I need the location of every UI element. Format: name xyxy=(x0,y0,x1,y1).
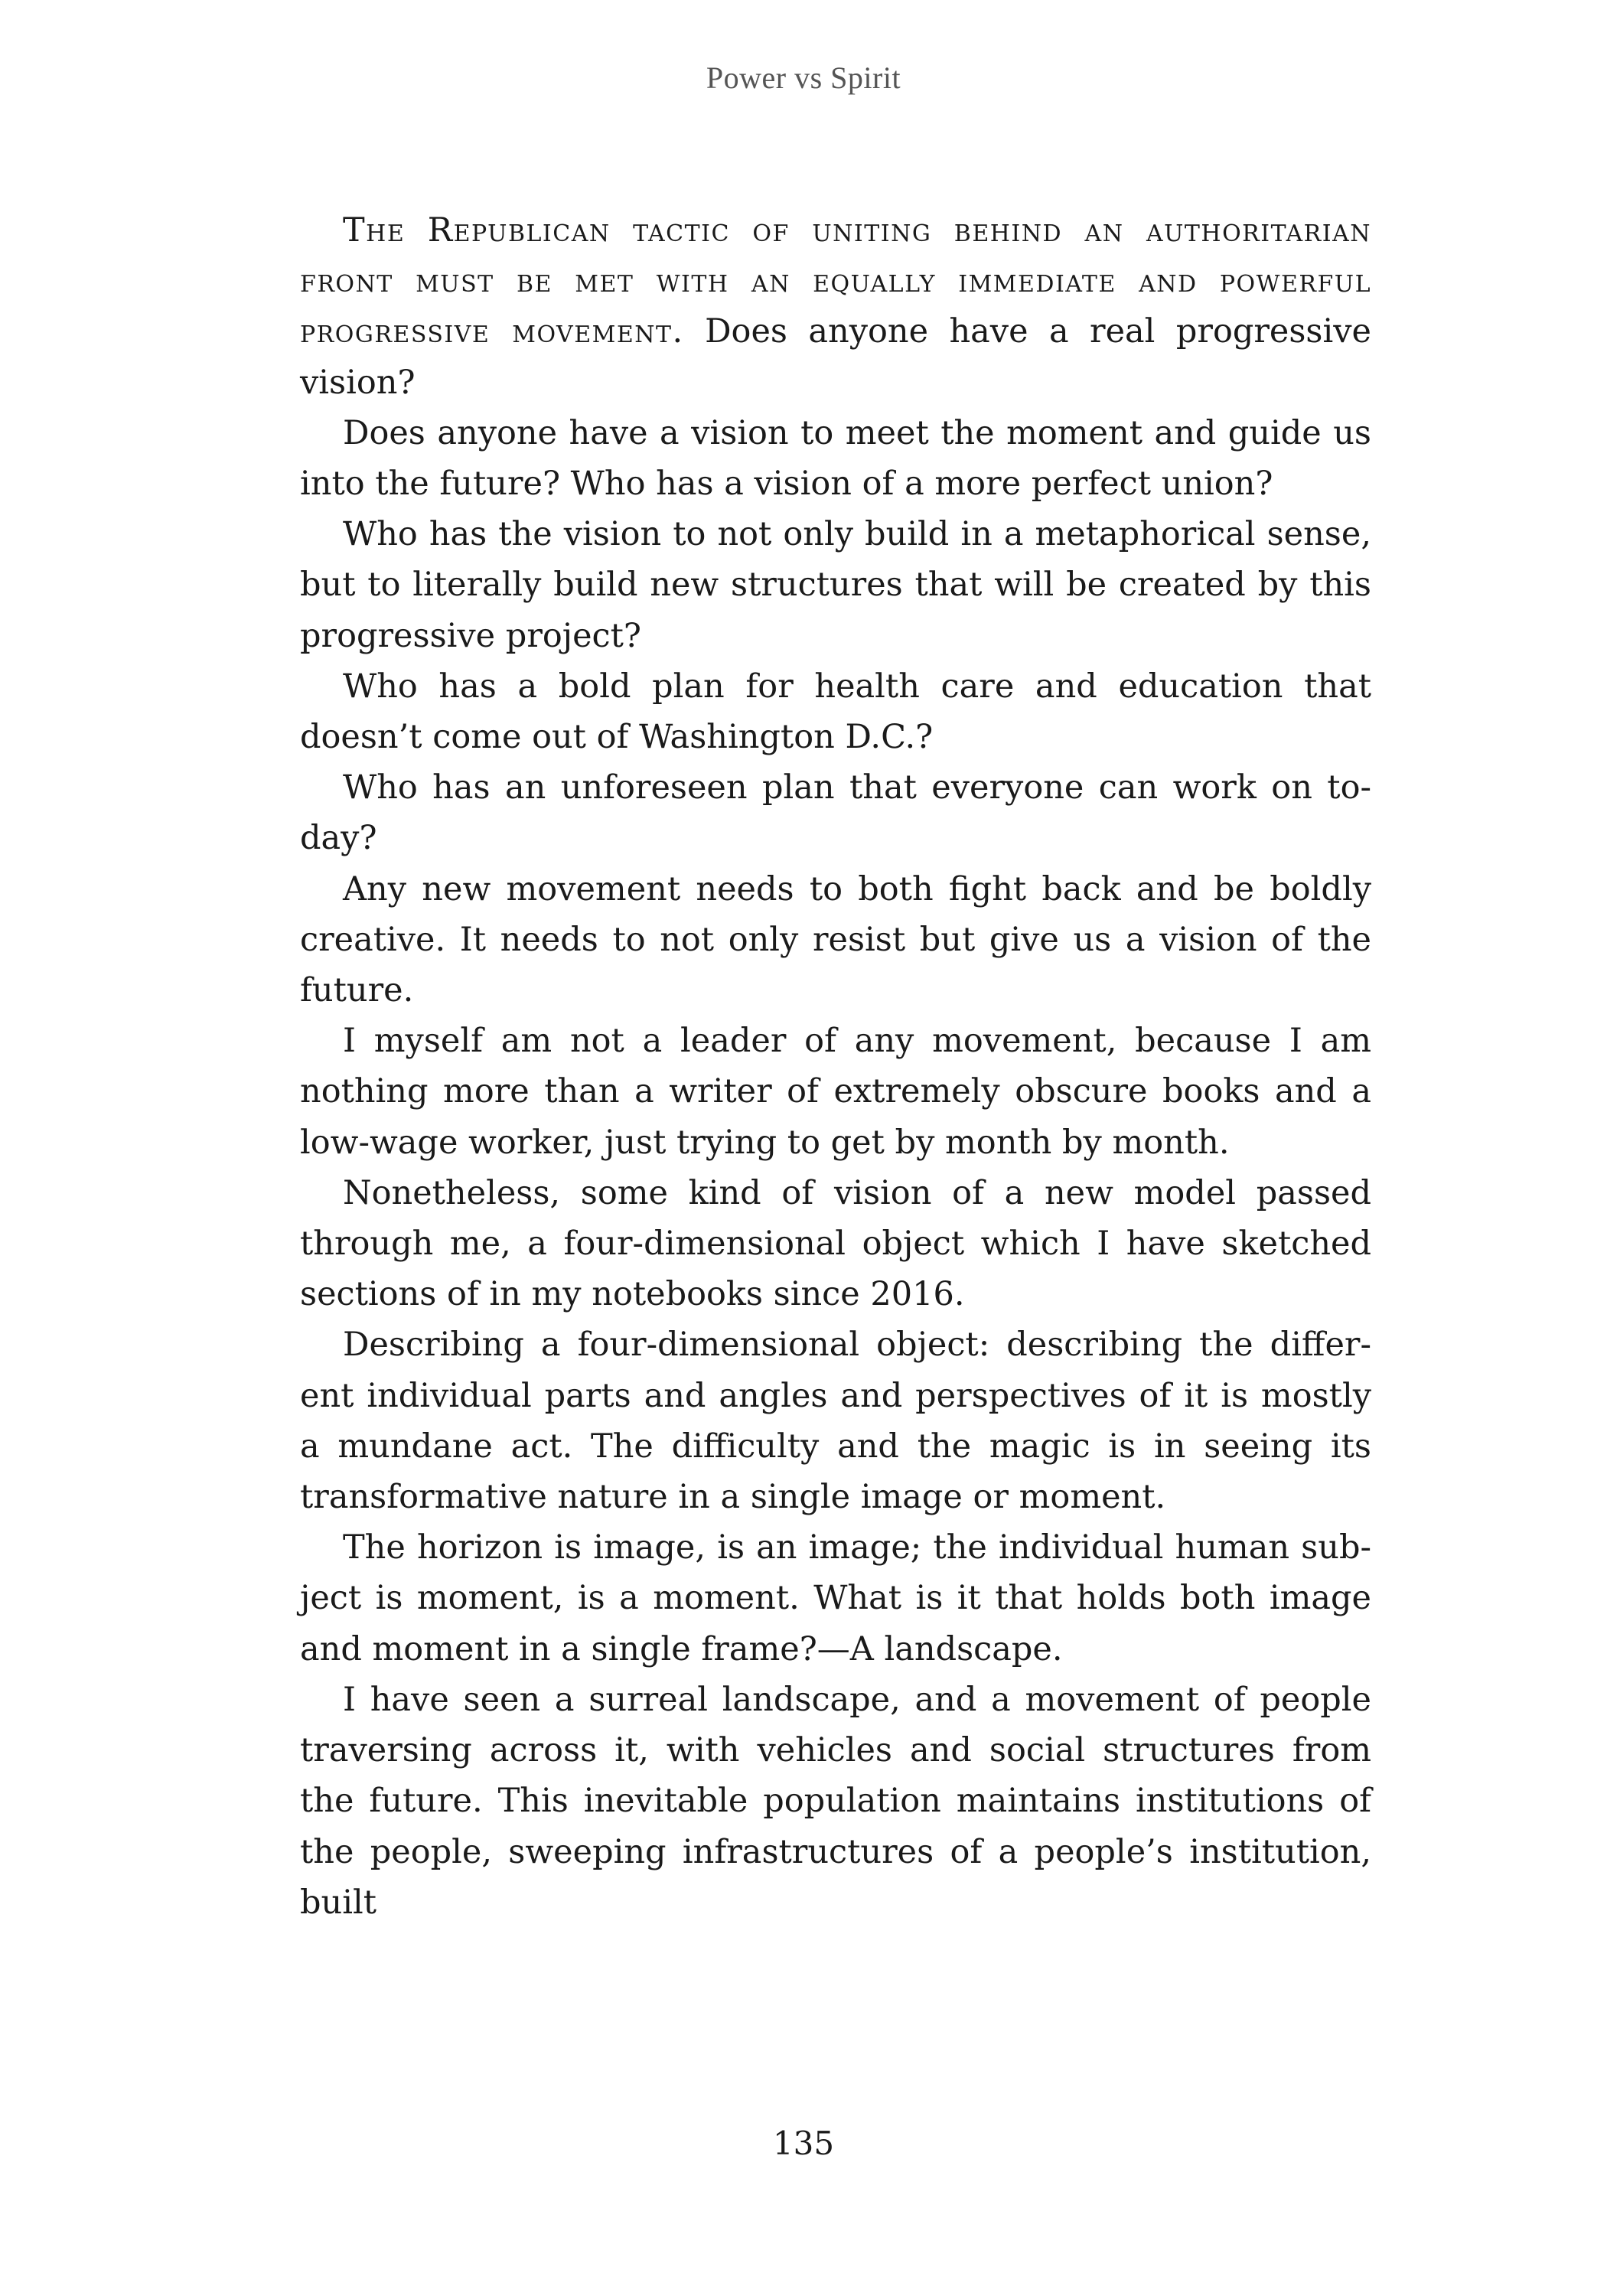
paragraph: Who has a bold plan for health care and education that doesn’t come out of Washington D.C.? xyxy=(300,667,1371,757)
page-number: 135 xyxy=(772,2125,835,2162)
paragraph: Does anyone have a vision to meet the moment and guide us into the future? Who has a vision of a more perfect union? xyxy=(300,413,1371,504)
paragraph: Who has the vision to not only build in a metaphorical sense, but to literally build new structures that will be created by this progressive project? xyxy=(300,515,1371,655)
paragraph: Any new movement needs to both fight back and be boldly creative. It needs to not only resist but give us a vision of the future. xyxy=(300,869,1371,1010)
paragraph: I have seen a surreal landscape, and a movement of people traversing across it, with vehicles and social structures from the future. This inevitable population maintains institutions of the people, sweeping infrastructures of a people’s institution, built xyxy=(300,1680,1371,1922)
body-text xyxy=(300,205,1371,1928)
paragraph: Describing a four-dimensional object: describing the different individual parts and angles and perspectives of it is mostly a mundane act. The difficulty and the magic is in seeing its transformative nature in a single image or moment. xyxy=(300,1326,1371,1517)
paragraph: Who has an unforeseen plan that everyone can work on today? xyxy=(300,768,1371,858)
paragraph: I myself am not a leader of any movement, because I am nothing more than a writer of extremely obscure books and a low-wage worker, just trying to get by month by month. xyxy=(300,1022,1371,1162)
running-head: Power vs Spirit xyxy=(706,60,901,95)
paragraph: Nonetheless, some kind of vision of a new model passed through me, a four-dimensional object which I have sketched sections of in my notebooks since 2016. xyxy=(300,1173,1371,1314)
paragraph-text: Does anyone have a real progressive vision? xyxy=(300,312,1371,402)
lead-in-smallcaps: The Republican tactic of uniting behind an authoritarian front must be met with an equally immediate and powerful progressive movement. xyxy=(300,211,1371,351)
paragraph xyxy=(300,205,1371,408)
paragraph: The horizon is image, is an image; the individual human subject is moment, is a moment. What is it that holds both image and moment in a single frame?—A landscape. xyxy=(300,1528,1371,1668)
